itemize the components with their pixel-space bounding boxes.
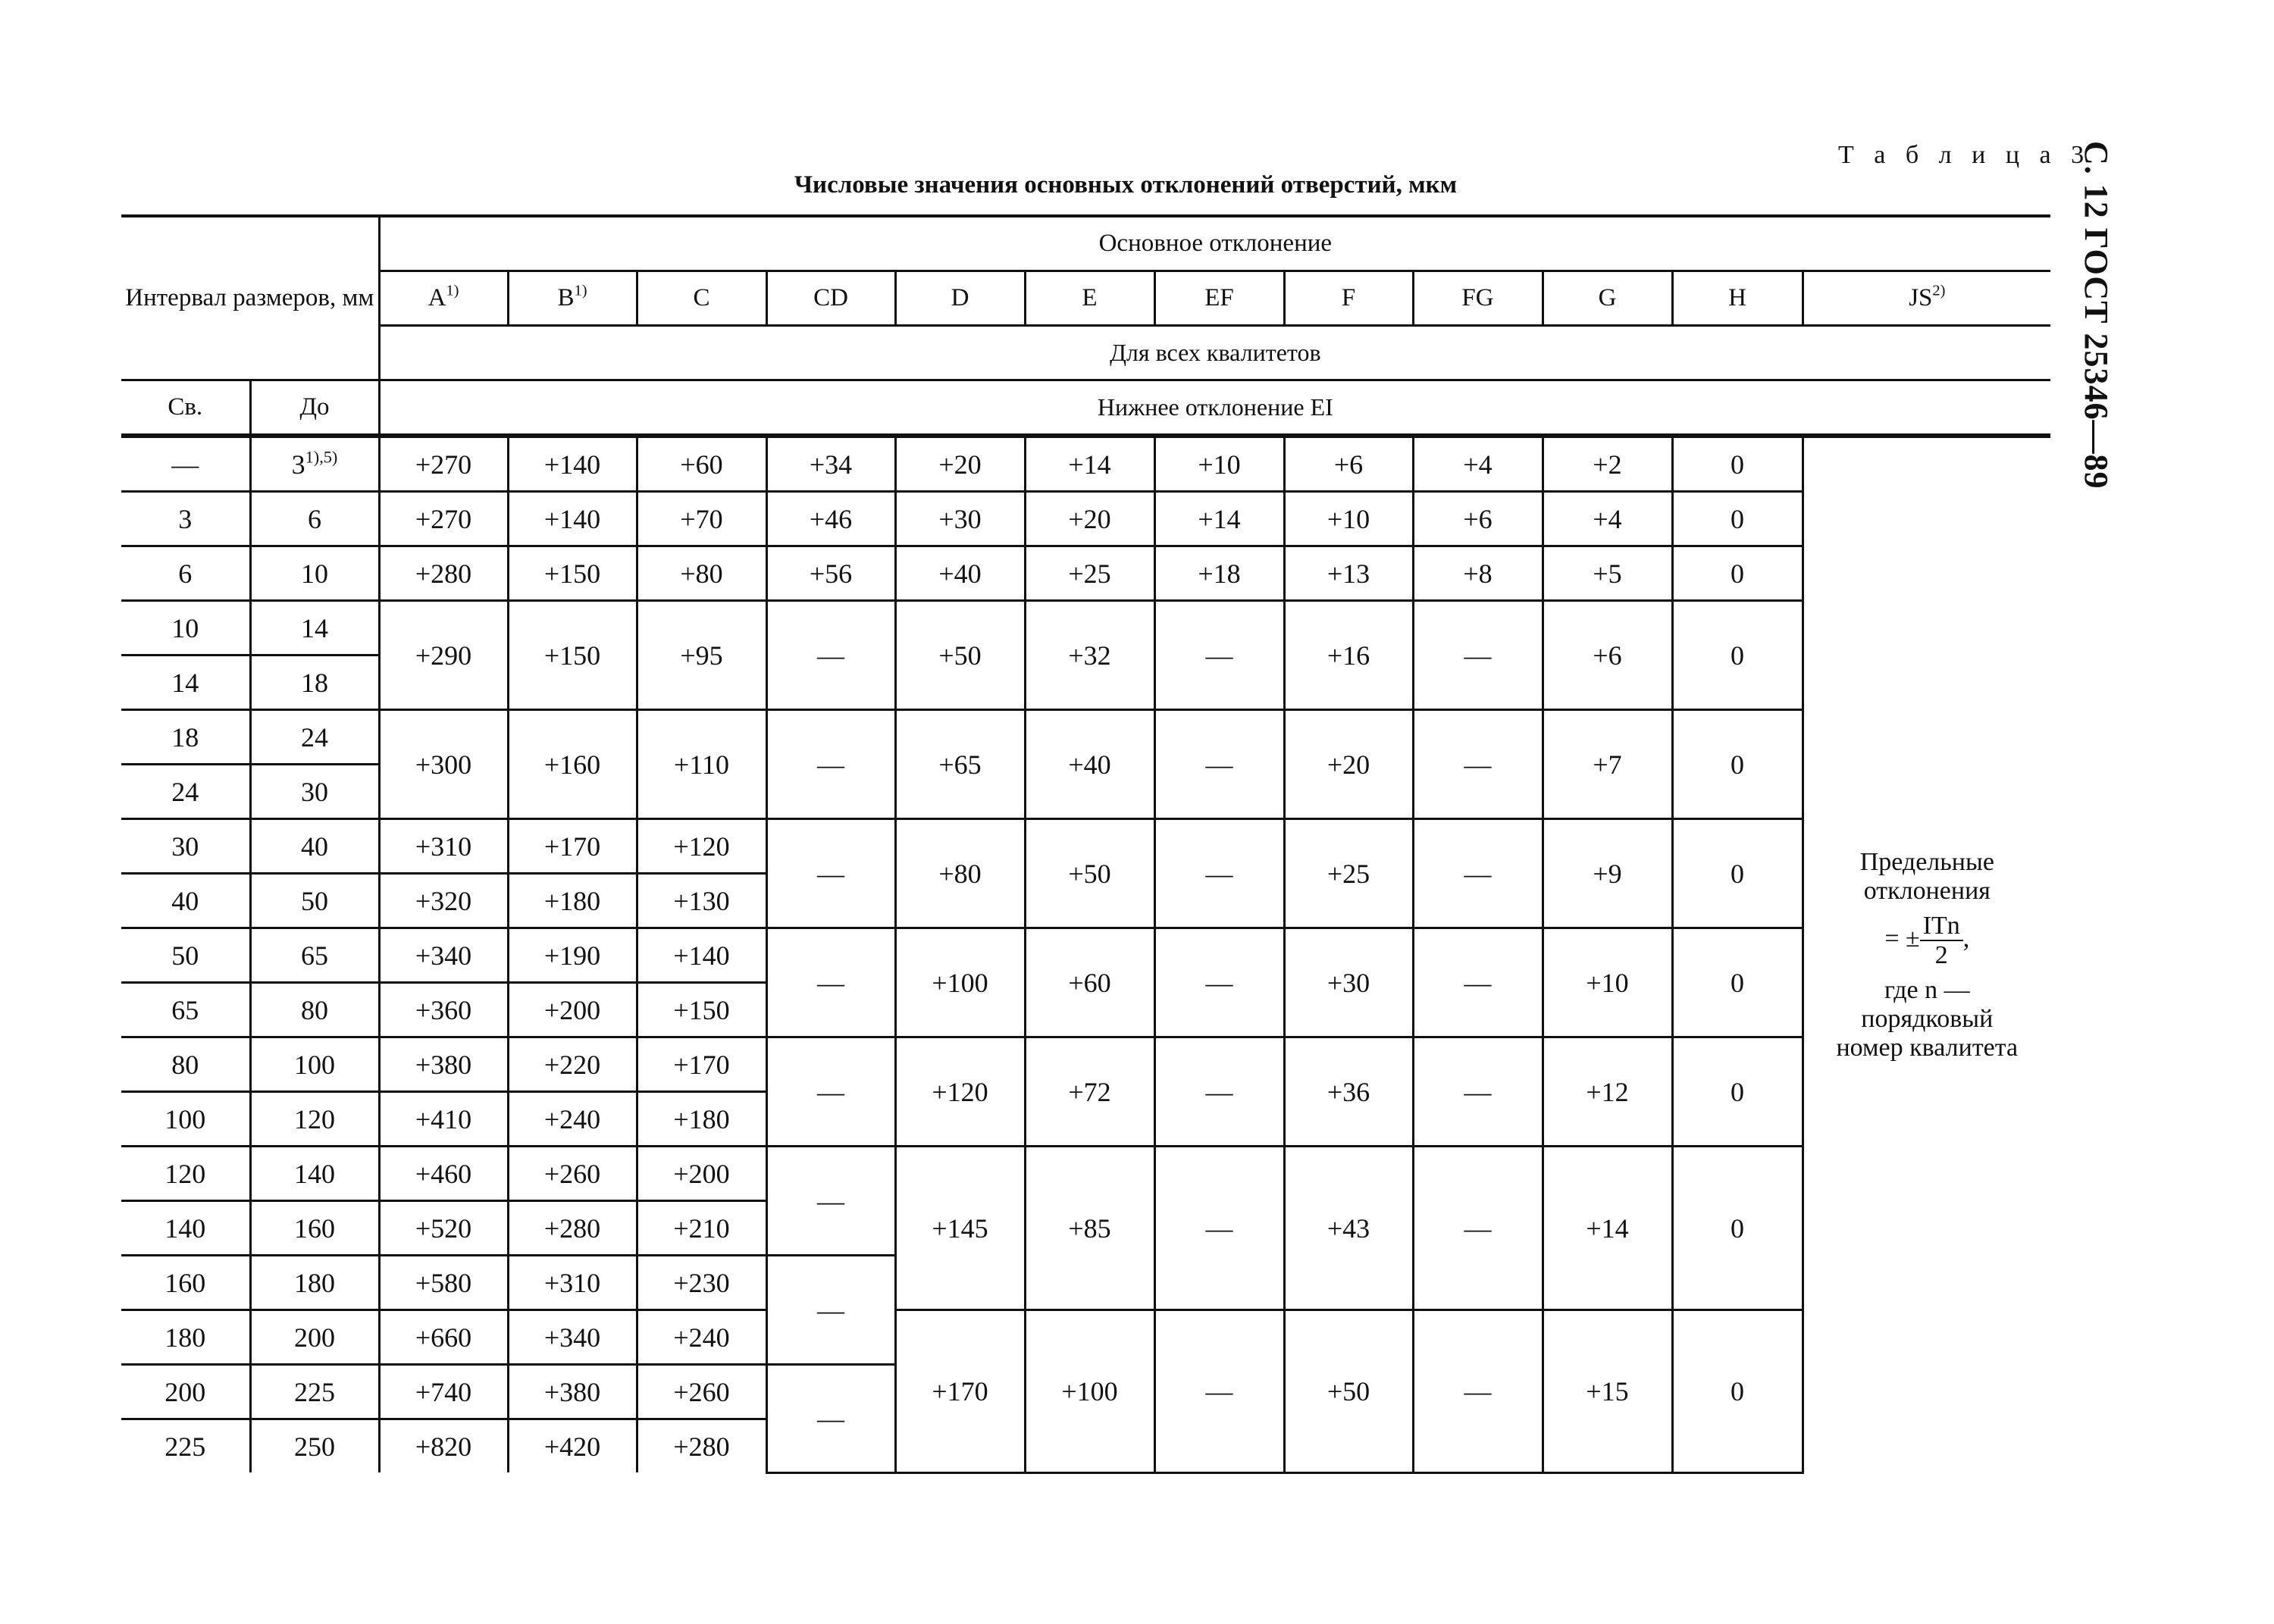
cell-to: 80	[250, 983, 379, 1037]
cell-to: 14	[250, 601, 379, 656]
header-row-all	[121, 326, 2050, 380]
cell-from: 100	[121, 1092, 250, 1147]
cell-f: +16	[1284, 601, 1413, 710]
cell-ef: +10	[1154, 436, 1284, 492]
header-letter-fg: FG	[1413, 271, 1543, 326]
cell-f: +13	[1284, 546, 1413, 601]
js-note-formula: = ± $\frac{\text{ITn}}{2}$ ,	[1884, 912, 1970, 970]
cell-d: +170	[895, 1310, 1025, 1473]
js-note-line4: порядковый	[1861, 1004, 1994, 1033]
cell-cd: —	[766, 710, 895, 819]
cell-d: +30	[895, 492, 1025, 546]
cell-h: 0	[1672, 546, 1803, 601]
cell-g: +7	[1543, 710, 1672, 819]
cell-g: +15	[1543, 1310, 1672, 1473]
cell-d: +120	[895, 1037, 1025, 1147]
header-row-lower	[121, 380, 2050, 437]
cell-c: +140	[637, 928, 766, 983]
cell-b: +310	[508, 1256, 637, 1310]
cell-g: +12	[1543, 1037, 1672, 1147]
cell-a: +660	[379, 1310, 508, 1365]
cell-cd: —	[766, 928, 895, 1037]
cell-d: +20	[895, 436, 1025, 492]
cell-fg: —	[1413, 601, 1543, 710]
cell-cd: —	[766, 1365, 895, 1473]
cell-from: 40	[121, 874, 250, 928]
header-letter-f: F	[1284, 271, 1413, 326]
cell-from: 225	[121, 1419, 250, 1473]
cell-cd: —	[766, 1037, 895, 1147]
cell-to: 50	[250, 874, 379, 928]
header-letter-js: JS$^{2)}$	[1803, 271, 2050, 326]
cell-from: 180	[121, 1310, 250, 1365]
table-row	[121, 819, 2050, 874]
cell-ef: —	[1154, 928, 1284, 1037]
cell-f: +25	[1284, 819, 1413, 928]
cell-ef: +18	[1154, 546, 1284, 601]
table-row	[121, 436, 2050, 492]
cell-to: 180	[250, 1256, 379, 1310]
cell-d: +80	[895, 819, 1025, 928]
cell-cd: —	[766, 1147, 895, 1256]
cell-e: +72	[1025, 1037, 1154, 1147]
cell-h: 0	[1672, 928, 1803, 1037]
cell-to: 30	[250, 765, 379, 819]
js-note-line5: номер квалитета	[1836, 1034, 2019, 1062]
deviations-table	[121, 214, 2050, 1474]
cell-ef: —	[1154, 1310, 1284, 1473]
cell-c: +150	[637, 983, 766, 1037]
cell-e: +20	[1025, 492, 1154, 546]
cell-c: +60	[637, 436, 766, 492]
cell-b: +340	[508, 1310, 637, 1365]
cell-c: +200	[637, 1147, 766, 1201]
cell-to: 250	[250, 1419, 379, 1473]
js-note-line1: Предельные	[1859, 847, 1994, 876]
cell-h: 0	[1672, 819, 1803, 928]
cell-g: +9	[1543, 819, 1672, 928]
table-body	[121, 436, 2050, 1472]
cell-e: +32	[1025, 601, 1154, 710]
cell-to: 225	[250, 1365, 379, 1419]
header-letter-c: C	[637, 271, 766, 326]
cell-h: 0	[1672, 1310, 1803, 1473]
cell-a: +460	[379, 1147, 508, 1201]
cell-c: +80	[637, 546, 766, 601]
cell-b: +150	[508, 546, 637, 601]
cell-to: 6	[250, 492, 379, 546]
cell-from: 140	[121, 1201, 250, 1256]
table-row	[121, 1310, 2050, 1365]
cell-f: +10	[1284, 492, 1413, 546]
table-row	[121, 928, 2050, 983]
cell-from: 10	[121, 601, 250, 656]
cell-cd: —	[766, 1256, 895, 1365]
cell-to: 40	[250, 819, 379, 874]
cell-to: 24	[250, 710, 379, 765]
cell-fg: —	[1413, 1147, 1543, 1310]
header-letter-ef: EF	[1154, 271, 1284, 326]
table-row	[121, 710, 2050, 765]
cell-b: +260	[508, 1147, 637, 1201]
cell-g: +2	[1543, 436, 1672, 492]
cell-e: +40	[1025, 710, 1154, 819]
cell-e: +60	[1025, 928, 1154, 1037]
js-note	[1803, 436, 2050, 1472]
cell-d: +100	[895, 928, 1025, 1037]
table-row	[121, 492, 2050, 546]
cell-h: 0	[1672, 1037, 1803, 1147]
header-for-all-grades: Для всех квалитетов	[379, 326, 2050, 380]
cell-b: +160	[508, 710, 637, 819]
header-letter-e: E	[1025, 271, 1154, 326]
cell-from: 3	[121, 492, 250, 546]
cell-d: +65	[895, 710, 1025, 819]
cell-ef: —	[1154, 1037, 1284, 1147]
cell-from: 18	[121, 710, 250, 765]
cell-to: 65	[250, 928, 379, 983]
cell-b: +150	[508, 601, 637, 710]
cell-ef: —	[1154, 601, 1284, 710]
cell-c: +180	[637, 1092, 766, 1147]
header-interval: Интервал размеров, мм	[121, 216, 379, 380]
cell-fg: —	[1413, 1037, 1543, 1147]
cell-from: 65	[121, 983, 250, 1037]
cell-d: +40	[895, 546, 1025, 601]
cell-b: +200	[508, 983, 637, 1037]
cell-c: +210	[637, 1201, 766, 1256]
cell-a: +360	[379, 983, 508, 1037]
cell-a: +380	[379, 1037, 508, 1092]
page-title: Числовые значения основных отклонений отверстий, мкм	[794, 171, 1458, 199]
cell-d: +50	[895, 601, 1025, 710]
header-row-letters	[121, 271, 2050, 326]
cell-e: +50	[1025, 819, 1154, 928]
cell-cd: —	[766, 601, 895, 710]
cell-c: +95	[637, 601, 766, 710]
cell-a: +300	[379, 710, 508, 819]
cell-a: +820	[379, 1419, 508, 1473]
cell-f: +30	[1284, 928, 1413, 1037]
cell-fg: —	[1413, 710, 1543, 819]
header-row-basic	[121, 216, 2050, 271]
cell-from: 14	[121, 656, 250, 710]
cell-from: 200	[121, 1365, 250, 1419]
cell-a: +410	[379, 1092, 508, 1147]
cell-c: +70	[637, 492, 766, 546]
cell-e: +25	[1025, 546, 1154, 601]
cell-f: +50	[1284, 1310, 1413, 1473]
cell-to: 100	[250, 1037, 379, 1092]
header-to: До	[250, 380, 379, 437]
cell-a: +580	[379, 1256, 508, 1310]
cell-fg: +4	[1413, 436, 1543, 492]
cell-from: 160	[121, 1256, 250, 1310]
cell-fg: —	[1413, 819, 1543, 928]
header-letter-a: $A^{1)}$	[379, 271, 508, 326]
cell-ef: —	[1154, 710, 1284, 819]
cell-from: 50	[121, 928, 250, 983]
cell-h: 0	[1672, 492, 1803, 546]
cell-b: +280	[508, 1201, 637, 1256]
cell-b: +140	[508, 436, 637, 492]
cell-from: 80	[121, 1037, 250, 1092]
cell-to: 140	[250, 1147, 379, 1201]
cell-g: +10	[1543, 928, 1672, 1037]
cell-h: 0	[1672, 436, 1803, 492]
cell-b: +140	[508, 492, 637, 546]
cell-f: +6	[1284, 436, 1413, 492]
cell-a: +270	[379, 492, 508, 546]
cell-to: 200	[250, 1310, 379, 1365]
side-page-header: С. 12 ГОСТ 25346—89	[2078, 141, 2115, 490]
cell-h: 0	[1672, 601, 1803, 710]
cell-a: +270	[379, 436, 508, 492]
table-label: Т а б л и ц а 3	[1838, 141, 2091, 169]
cell-f: +36	[1284, 1037, 1413, 1147]
cell-fg: —	[1413, 1310, 1543, 1473]
cell-b: +180	[508, 874, 637, 928]
cell-c: +260	[637, 1365, 766, 1419]
cell-c: +170	[637, 1037, 766, 1092]
cell-to: $3^{1),5)}$	[250, 436, 379, 492]
cell-c: +280	[637, 1419, 766, 1473]
cell-c: +230	[637, 1256, 766, 1310]
header-basic-deviation: Основное отклонение	[379, 216, 2050, 271]
cell-from: 120	[121, 1147, 250, 1201]
cell-ef: —	[1154, 819, 1284, 928]
fraction: $\frac{\text{ITn}}{2}$	[1920, 912, 1963, 970]
cell-b: +240	[508, 1092, 637, 1147]
cell-a: +310	[379, 819, 508, 874]
cell-h: 0	[1672, 710, 1803, 819]
cell-d: +145	[895, 1147, 1025, 1310]
table-row	[121, 546, 2050, 601]
header-letter-d: D	[895, 271, 1025, 326]
cell-g: +4	[1543, 492, 1672, 546]
cell-a: +280	[379, 546, 508, 601]
cell-cd: +56	[766, 546, 895, 601]
cell-from: 30	[121, 819, 250, 874]
cell-from: 6	[121, 546, 250, 601]
cell-to: 18	[250, 656, 379, 710]
cell-fg: +8	[1413, 546, 1543, 601]
cell-f: +43	[1284, 1147, 1413, 1310]
header-letter-b: $B^{1)}$	[508, 271, 637, 326]
cell-a: +340	[379, 928, 508, 983]
header-from: Св.	[121, 380, 250, 437]
cell-cd: +46	[766, 492, 895, 546]
table-row	[121, 1037, 2050, 1092]
header-letter-g: G	[1543, 271, 1672, 326]
cell-b: +220	[508, 1037, 637, 1092]
cell-ef: —	[1154, 1147, 1284, 1310]
cell-a: +320	[379, 874, 508, 928]
cell-fg: +6	[1413, 492, 1543, 546]
cell-c: +110	[637, 710, 766, 819]
cell-e: +14	[1025, 436, 1154, 492]
js-note-line3: где n —	[1884, 975, 1970, 1004]
cell-to: 160	[250, 1201, 379, 1256]
cell-a: +740	[379, 1365, 508, 1419]
cell-g: +5	[1543, 546, 1672, 601]
cell-cd: —	[766, 819, 895, 928]
cell-c: +130	[637, 874, 766, 928]
header-letter-h: H	[1672, 271, 1803, 326]
cell-ef: +14	[1154, 492, 1284, 546]
cell-cd: +34	[766, 436, 895, 492]
cell-c: +120	[637, 819, 766, 874]
header-lower-deviation: Нижнее отклонение EI	[379, 380, 2050, 437]
cell-to: 120	[250, 1092, 379, 1147]
cell-e: +100	[1025, 1310, 1154, 1473]
table-row	[121, 1147, 2050, 1201]
cell-b: +420	[508, 1419, 637, 1473]
cell-from: 24	[121, 765, 250, 819]
cell-a: +290	[379, 601, 508, 710]
js-note-line2: отклонения	[1863, 876, 1991, 905]
cell-c: +240	[637, 1310, 766, 1365]
cell-fg: —	[1413, 928, 1543, 1037]
cell-b: +170	[508, 819, 637, 874]
cell-b: +190	[508, 928, 637, 983]
cell-a: +520	[379, 1201, 508, 1256]
cell-e: +85	[1025, 1147, 1154, 1310]
table-row	[121, 601, 2050, 656]
cell-from: —	[121, 436, 250, 492]
header-letter-cd: CD	[766, 271, 895, 326]
cell-g: +14	[1543, 1147, 1672, 1310]
cell-g: +6	[1543, 601, 1672, 710]
cell-b: +380	[508, 1365, 637, 1419]
cell-to: 10	[250, 546, 379, 601]
cell-h: 0	[1672, 1147, 1803, 1310]
cell-f: +20	[1284, 710, 1413, 819]
